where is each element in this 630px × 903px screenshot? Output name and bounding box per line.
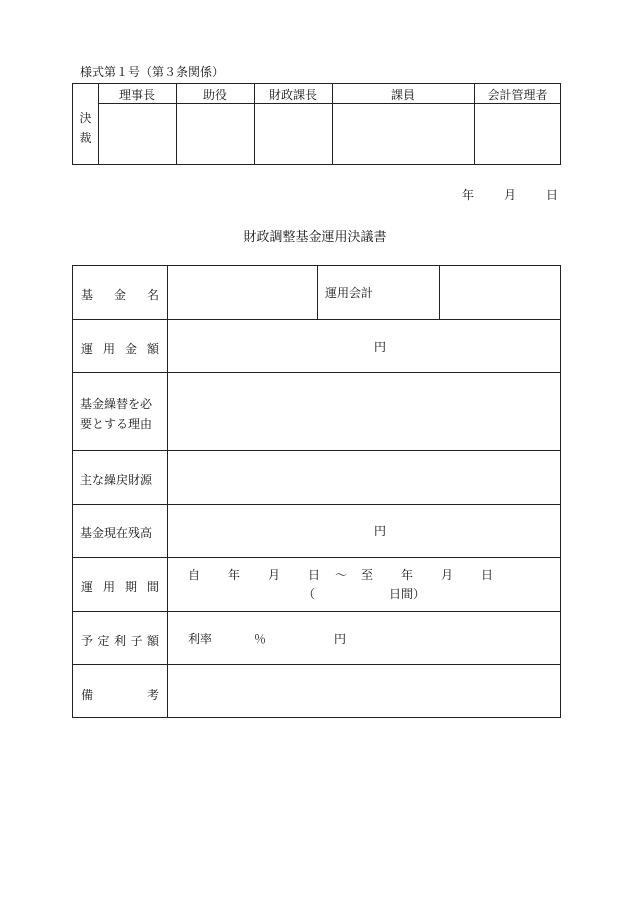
label-char: 子 — [130, 634, 143, 648]
stamp-cell-accounting[interactable] — [475, 104, 560, 164]
form-number: 様式第１号（第３条関係） — [80, 65, 225, 79]
approval-col-staff: 課員 — [390, 88, 415, 102]
interest-unit: 円 — [334, 632, 347, 646]
label-char: 間 — [146, 580, 159, 594]
label-line: 基金繰替を必 — [80, 397, 153, 411]
stamp-cell-chairman[interactable] — [99, 104, 175, 164]
period-tilde: ～ — [335, 568, 348, 582]
label-char: 運 — [81, 580, 94, 594]
fund-name-field[interactable] — [168, 266, 317, 319]
period-to: 至 — [361, 568, 374, 582]
label-period — [73, 578, 167, 595]
approval-side-label — [73, 108, 98, 148]
interest-rate-label: 利率 — [188, 632, 213, 646]
period-month2: 月 — [441, 568, 454, 582]
label-char: 金 — [124, 342, 137, 356]
label-char: 定 — [97, 634, 110, 648]
label-source: 主な繰戻財源 — [80, 473, 153, 487]
label-char: 基 — [81, 288, 94, 302]
remarks-field[interactable] — [168, 665, 561, 717]
label-interest — [73, 632, 167, 649]
label-char: 名 — [146, 288, 159, 302]
balance-unit: 円 — [374, 524, 387, 538]
approval-side-char: 裁 — [79, 131, 92, 145]
interest-percent: ％ — [254, 632, 267, 646]
interest-field[interactable] — [168, 612, 561, 664]
label-char: 予 — [81, 634, 94, 648]
date-line[interactable] — [462, 189, 558, 201]
label-char: 用 — [102, 342, 115, 356]
operating-account-field[interactable] — [440, 266, 561, 319]
label-char: 備 — [81, 688, 94, 702]
amount-field[interactable] — [168, 320, 368, 372]
label-char: 利 — [113, 634, 126, 648]
stamp-cell-deputy[interactable] — [177, 104, 253, 164]
date-year: 年 — [461, 188, 474, 202]
period-field[interactable] — [168, 558, 561, 611]
main-table — [72, 265, 561, 718]
period-day2: 日 — [481, 568, 494, 582]
label-fund-name — [73, 286, 167, 303]
stamp-cell-finance-chief[interactable] — [255, 104, 331, 164]
approval-col-accounting: 会計管理者 — [487, 88, 548, 102]
label-line: 要とする理由 — [80, 417, 153, 431]
label-char: 期 — [124, 580, 137, 594]
amount-unit: 円 — [374, 340, 387, 354]
approval-col-deputy: 助役 — [202, 88, 227, 102]
approval-col-chairman: 理事長 — [118, 88, 155, 102]
period-from: 自 — [188, 568, 201, 582]
label-char: 額 — [146, 342, 159, 356]
label-char: 額 — [146, 634, 159, 648]
approval-side-char: 決 — [79, 111, 92, 125]
period-year2: 年 — [401, 568, 414, 582]
balance-field[interactable] — [168, 505, 368, 557]
fund-name-divider — [317, 266, 318, 319]
approval-table — [72, 83, 561, 165]
document-title: 財政調整基金運用決議書 — [243, 230, 387, 245]
approval-col-finance-chief: 財政課長 — [268, 88, 317, 102]
period-days: 日間） — [389, 587, 426, 601]
label-reason — [73, 394, 167, 434]
label-char: 運 — [81, 342, 94, 356]
label-balance: 基金現在残高 — [80, 526, 153, 540]
source-field[interactable] — [168, 451, 561, 504]
label-remarks — [73, 686, 167, 703]
date-month: 月 — [503, 188, 516, 202]
period-year1: 年 — [228, 568, 241, 582]
period-month1: 月 — [268, 568, 281, 582]
label-operating-account: 運用会計 — [325, 286, 374, 300]
label-amount — [73, 340, 167, 357]
label-char: 用 — [102, 580, 115, 594]
period-day1: 日 — [308, 568, 321, 582]
date-day: 日 — [545, 188, 558, 202]
label-char: 金 — [113, 288, 126, 302]
stamp-cell-staff[interactable] — [333, 104, 473, 164]
label-char: 考 — [146, 688, 159, 702]
period-open-paren: （ — [303, 587, 316, 601]
reason-field[interactable] — [168, 373, 561, 450]
